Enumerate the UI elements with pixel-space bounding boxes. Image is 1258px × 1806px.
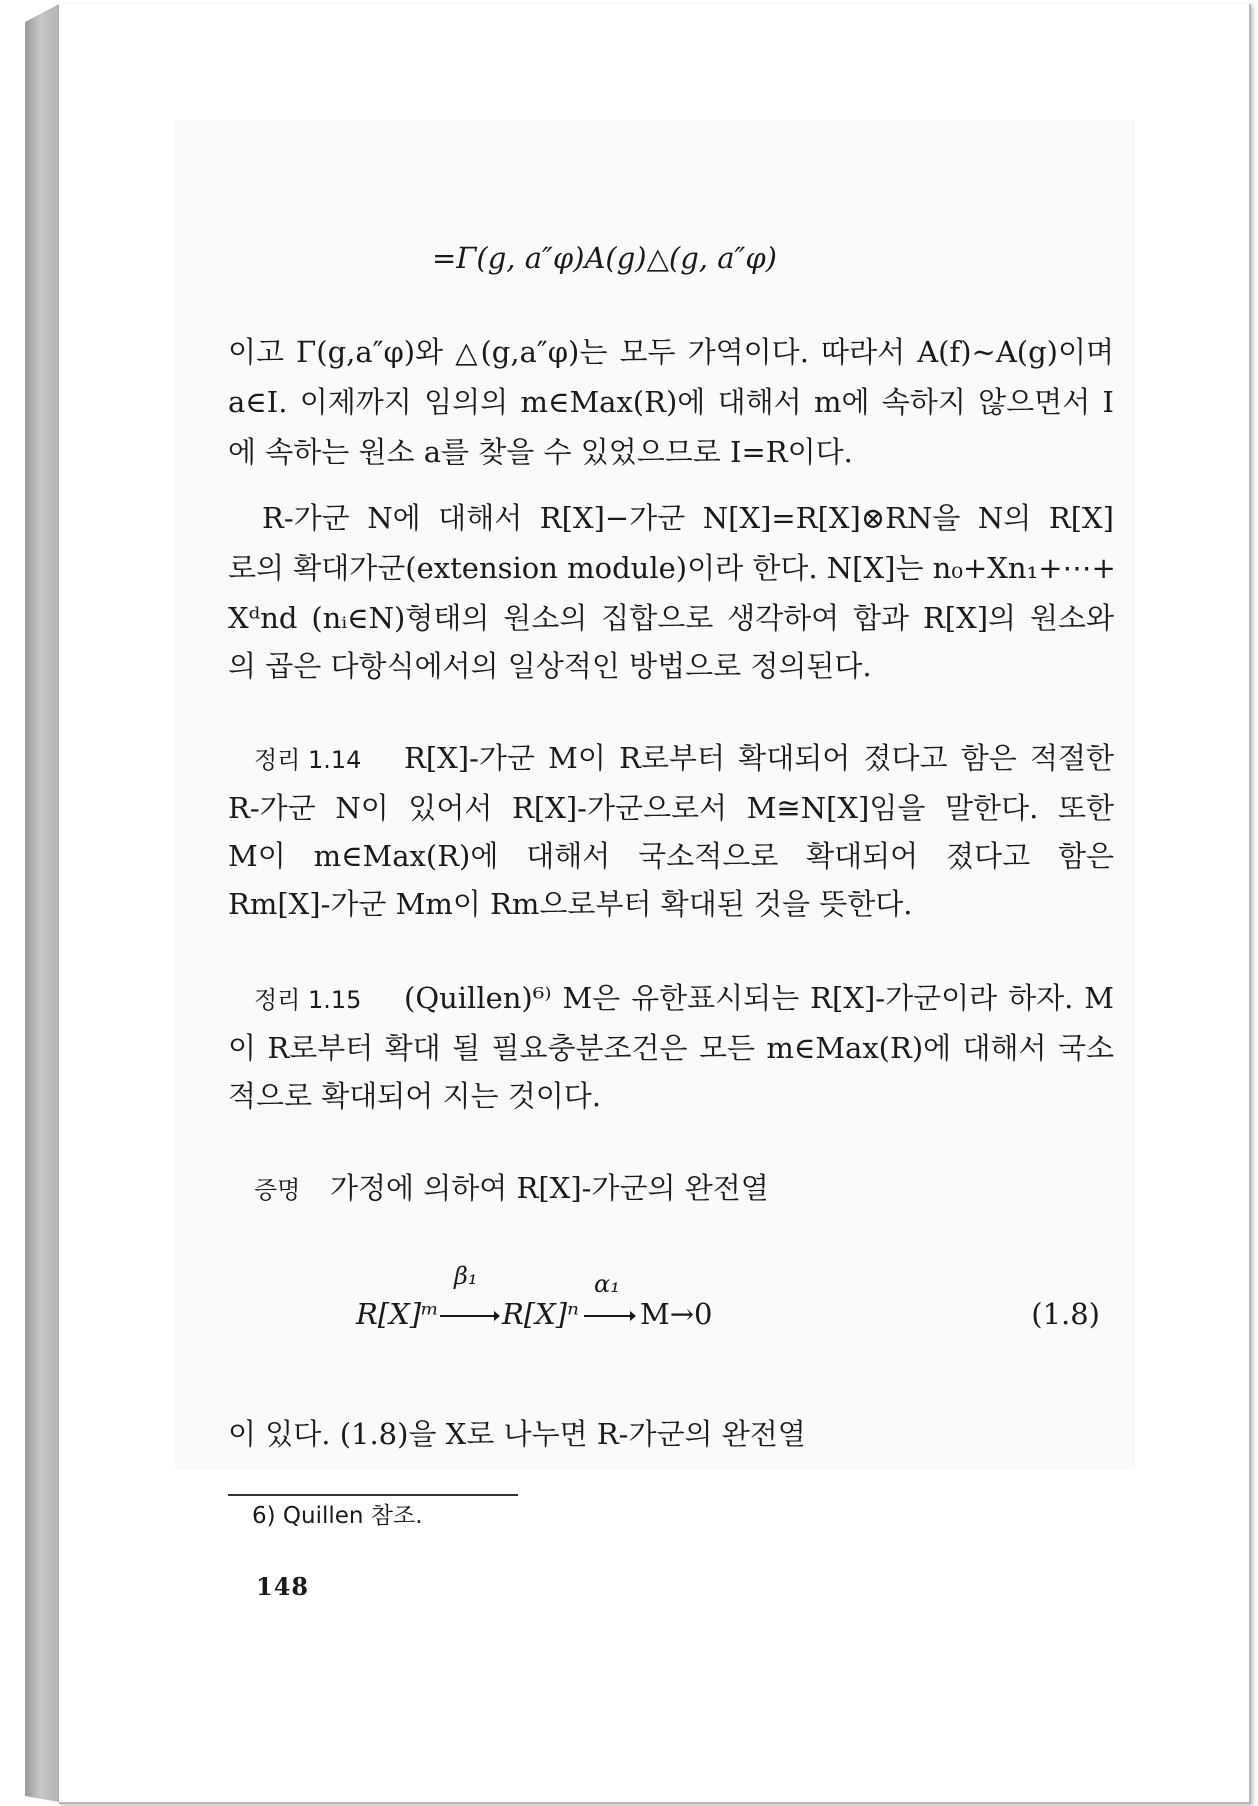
para2-line-3: Xᵈnd (nᵢ∈N)형태의 원소의 집합으로 생각하여 합과 R[X]의 원소와 (228, 601, 1114, 635)
thm115-line-3: 적으로 확대되어 지는 것이다. (228, 1079, 602, 1113)
footnote: 6) Quillen 참조. (252, 1503, 423, 1529)
seq-alpha-label: α₁ (594, 1270, 620, 1298)
seq-left: R[X]ᵐ (356, 1297, 439, 1331)
equation-number: (1.8) (1031, 1297, 1100, 1331)
exact-sequence (356, 1262, 1100, 1342)
seq-right: M→0 (640, 1297, 713, 1331)
para1-line-2: a∈I. 이제까지 임의의 m∈Max(R)에 대해서 m에 속하지 않으면서 I (228, 385, 1114, 419)
thm115-label: 정리 1.15 (254, 986, 362, 1014)
def114-line-3: M이 m∈Max(R)에 대해서 국소적으로 확대되어 졌다고 함은 (228, 839, 1114, 873)
para2-line-4: 의 곱은 다항식에서의 일상적인 방법으로 정의된다. (228, 649, 872, 683)
para1-line-1: 이고 Γ(g,a″φ)와 △(g,a″φ)는 모두 가역이다. 따라서 A(f)∼A(g)이며 (228, 335, 1114, 369)
thm115-line-1: (Quillen)⁶⁾ M은 유한표시되는 R[X]-가군이라 하자. M (404, 981, 1114, 1015)
def114-line-4: Rm[X]-가군 Mm이 Rm으로부터 확대된 것을 뜻한다. (228, 887, 913, 921)
page-number: 148 (256, 1572, 310, 1601)
footnote-rule (228, 1494, 518, 1496)
def114-line-2: R-가군 N이 있어서 R[X]-가군으로서 M≅N[X]임을 말한다. 또한 (228, 791, 1114, 825)
equation-top: =Γ(g, a″φ)A(g)△(g, a″φ) (432, 241, 777, 275)
seq-arrow-2 (584, 1310, 636, 1322)
para1-line-3: 에 속하는 원소 a를 찾을 수 있었으므로 I=R이다. (228, 435, 853, 469)
thm115-line-2: 이 R로부터 확대 될 필요충분조건은 모든 m∈Max(R)에 대해서 국소 (228, 1031, 1114, 1065)
seq-beta-label: β₁ (454, 1262, 478, 1290)
book-spine-edge (25, 4, 59, 1802)
para2-line-2: 로의 확대가군(extension module)이라 한다. N[X]는 n₀+Xn₁+⋯+ (228, 551, 1116, 585)
def114-line-1: R[X]-가군 M이 R로부터 확대되어 졌다고 함은 적절한 (404, 741, 1114, 775)
after-sequence-line: 이 있다. (1.8)을 X로 나누면 R-가군의 완전열 (228, 1417, 806, 1451)
proof-line: 가정에 의하여 R[X]-가군의 완전열 (330, 1171, 769, 1205)
proof-label: 증명 (254, 1176, 301, 1204)
seq-middle: R[X]ⁿ (502, 1297, 579, 1331)
para2-line-1: R-가군 N에 대해서 R[X]−가군 N[X]=R[X]⊗RN을 N의 R[X] (262, 501, 1114, 535)
def114-label: 정리 1.14 (254, 746, 362, 774)
seq-arrow-1 (440, 1310, 500, 1322)
